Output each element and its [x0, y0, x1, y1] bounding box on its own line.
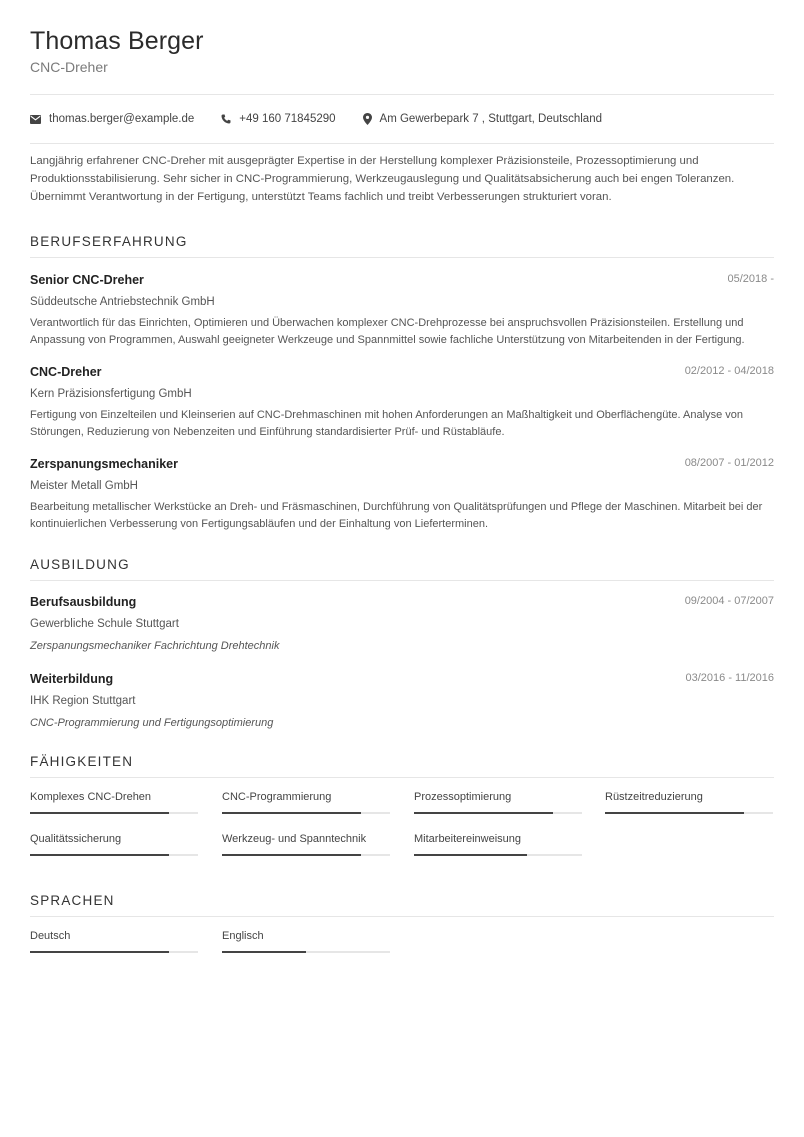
education-entry: [30, 671, 774, 730]
phone-text: +49 160 71845290: [239, 113, 336, 125]
skill-item: [30, 832, 198, 856]
skill-label: Komplexes CNC-Drehen: [30, 791, 152, 803]
resume-page: [30, 26, 774, 973]
language-level-fill: [222, 951, 306, 953]
skill-label: Qualitätssicherung: [30, 833, 122, 845]
skill-item: [30, 790, 198, 814]
language-label: Englisch: [222, 930, 264, 942]
entry-title: Berufsausbildung: [30, 595, 137, 609]
entry-date: 05/2018 -: [727, 273, 774, 285]
languages-grid: [30, 929, 774, 973]
section-title-skills: FÄHIGKEITEN: [30, 754, 134, 769]
skill-level-track: [30, 854, 198, 856]
language-level-track: [30, 951, 198, 953]
language-level-track: [222, 951, 390, 953]
education-entry: [30, 594, 774, 653]
skill-level-fill: [30, 854, 169, 856]
skill-level-track: [222, 812, 390, 814]
entry-title: Zerspanungsmechaniker: [30, 457, 178, 471]
skill-item: [222, 790, 390, 814]
skill-item: [605, 790, 773, 814]
skills-grid: [30, 790, 774, 874]
entry-title: Weiterbildung: [30, 672, 114, 686]
mail-icon: [30, 115, 41, 124]
entry-organization: IHK Region Stuttgart: [30, 695, 136, 707]
location-pin-icon: [363, 113, 372, 125]
phone-icon: [221, 114, 231, 124]
entry-title: CNC-Dreher: [30, 365, 102, 379]
skill-level-track: [414, 854, 582, 856]
profile-summary: Langjährig erfahrener CNC-Dreher mit ausgeprägter Expertise in der Herstellung komplexer Präzisionsteile, Prozessoptimierung und Produktionsstabilisierung. Sehr sicher in CNC-Programmierung, Werkzeugauslegung und Qualitätsabsicherung auch bei engen Toleranzen. Übernimmt Verantwortung in der Fertigung, unterstützt Teams fachlich und treibt Verbesserungen strukturiert voran.: [30, 155, 735, 203]
email-text: thomas.berger@example.de: [49, 113, 195, 125]
skill-level-fill: [414, 854, 527, 856]
language-item: [30, 929, 198, 953]
skill-level-fill: [605, 812, 744, 814]
skill-level-fill: [222, 812, 361, 814]
skill-label: CNC-Programmierung: [222, 791, 332, 803]
section-divider: [30, 580, 774, 581]
language-level-fill: [30, 951, 169, 953]
section-title-education: AUSBILDUNG: [30, 557, 130, 572]
experience-entry: [30, 364, 774, 441]
experience-entry: [30, 456, 774, 533]
entry-description: Bearbeitung metallischer Werkstücke an Dreh- und Fräsmaschinen, Durchführung von Qualitätsprüfungen und Pflege der Maschinen. Mitarbeit bei der kontinuierlichen Verbesserung von Fertigungsabläufen und der Einhaltung von Lieferterminen.: [30, 501, 763, 530]
skill-item: [414, 832, 582, 856]
entry-organization: Kern Präzisionsfertigung GmbH: [30, 388, 192, 400]
candidate-name: Thomas Berger: [30, 27, 204, 55]
contact-divider: [30, 143, 774, 144]
entry-note: CNC-Programmierung und Fertigungsoptimierung: [30, 717, 274, 729]
skill-level-fill: [222, 854, 361, 856]
address-text: Am Gewerbepark 7 , Stuttgart, Deutschland: [379, 113, 602, 125]
entry-description: Verantwortlich für das Einrichten, Optimieren und Überwachen komplexer CNC-Drehprozesse bei anspruchsvollen Präzisionsteilen. Erstellung und Anpassung von Programmen, Auswahl geeigneter Werkzeuge und Spannmittel sowie fachliche Unterstützung von Mitarbeitenden in der Fertigung.: [30, 317, 745, 346]
skill-label: Prozessoptimierung: [414, 791, 512, 803]
language-item: [222, 929, 390, 953]
contact-address: [363, 113, 602, 125]
entry-date: 09/2004 - 07/2007: [684, 595, 774, 607]
skill-level-track: [30, 812, 198, 814]
section-title-experience: BERUFSERFAHRUNG: [30, 234, 188, 249]
entry-description: Fertigung von Einzelteilen und Kleinserien auf CNC-Drehmaschinen mit hohen Anforderungen an Maßhaltigkeit und Oberflächengüte. Analyse von Störungen, Reduzierung von Nebenzeiten und Einführung standardisierter Prüf- und Rüstabläufe.: [30, 409, 743, 438]
entry-organization: Meister Metall GmbH: [30, 480, 138, 492]
section-divider: [30, 916, 774, 917]
skill-label: Werkzeug- und Spanntechnik: [222, 833, 367, 845]
entry-date: 08/2007 - 01/2012: [684, 457, 774, 469]
entry-date: 02/2012 - 04/2018: [684, 365, 774, 377]
skill-level-fill: [414, 812, 553, 814]
language-label: Deutsch: [30, 930, 71, 942]
skill-label: Rüstzeitreduzierung: [605, 791, 703, 803]
contact-phone[interactable]: [221, 113, 335, 125]
section-title-languages: SPRACHEN: [30, 893, 115, 908]
job-title: CNC-Dreher: [30, 59, 108, 75]
skill-level-fill: [30, 812, 169, 814]
section-divider: [30, 777, 774, 778]
skill-level-track: [222, 854, 390, 856]
entry-organization: Gewerbliche Schule Stuttgart: [30, 618, 179, 630]
skill-item: [414, 790, 582, 814]
contact-bar: [30, 95, 774, 143]
entry-note: Zerspanungsmechaniker Fachrichtung Drehtechnik: [30, 640, 280, 652]
contact-email[interactable]: [30, 113, 194, 125]
entry-date: 03/2016 - 11/2016: [685, 672, 774, 684]
experience-entry: [30, 272, 774, 349]
skill-item: [222, 832, 390, 856]
entry-organization: Süddeutsche Antriebstechnik GmbH: [30, 296, 215, 308]
skill-level-track: [414, 812, 582, 814]
section-divider: [30, 257, 774, 258]
skill-level-track: [605, 812, 773, 814]
entry-title: Senior CNC-Dreher: [30, 273, 144, 287]
skill-label: Mitarbeitereinweisung: [414, 833, 521, 845]
